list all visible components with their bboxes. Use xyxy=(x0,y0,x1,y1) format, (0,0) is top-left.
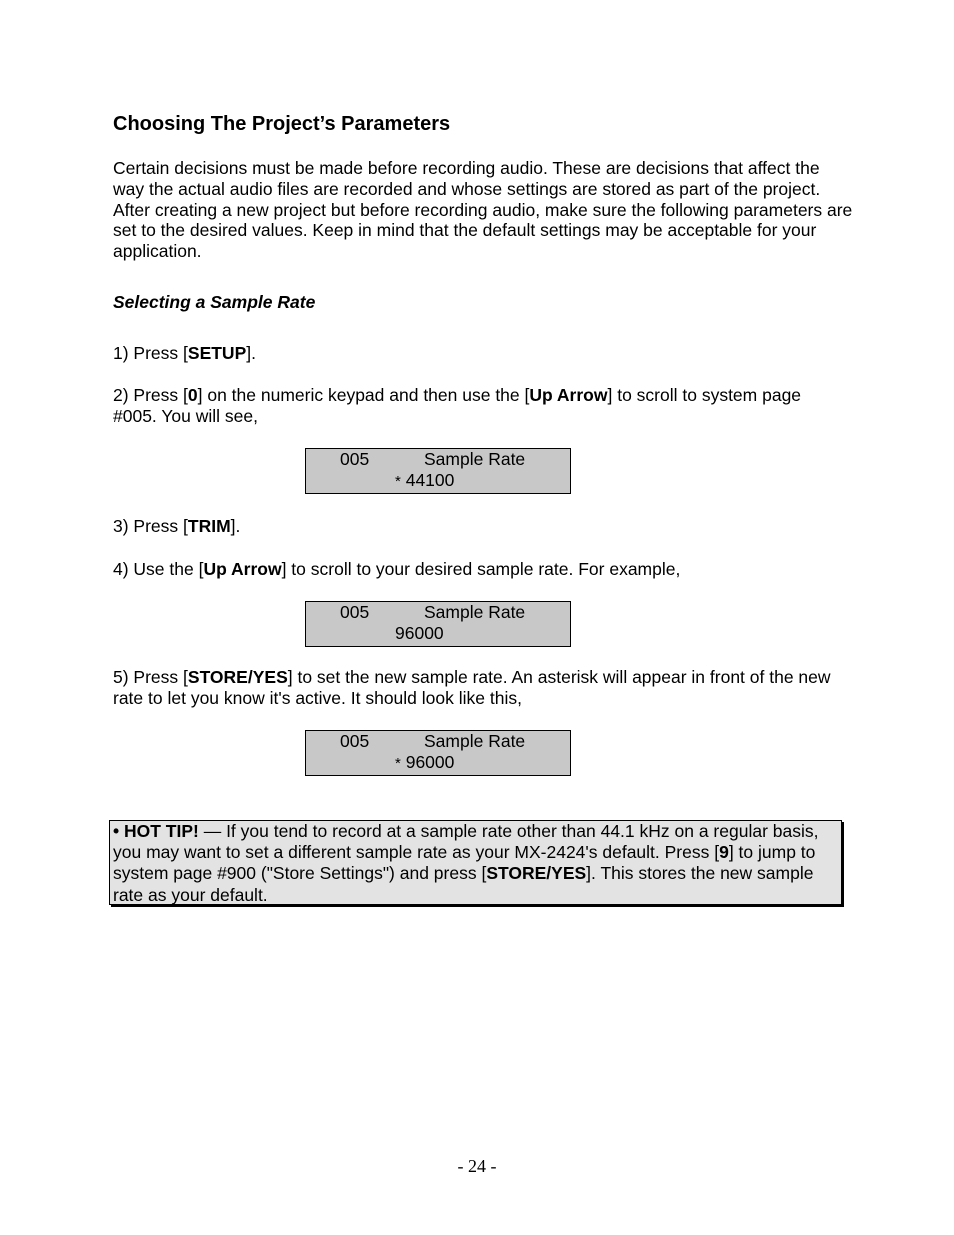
lcd-title: Sample Rate xyxy=(424,449,526,469)
lcd-page-number: 005 xyxy=(340,449,370,469)
step-2: 2) Press [0] on the numeric keypad and then use the [Up Arrow] to scroll to system page #005. You will see, xyxy=(113,385,802,426)
step-5: 5) Press [STORE/YES] to set the new sample rate. An asterisk will appear in front of the new rate to let you know it's active. It should look like this, xyxy=(113,667,831,708)
hot-tip-box: • HOT TIP! — If you tend to record at a sample rate other than 44.1 kHz on a regular basis, you may want to set a different sample rate as your MX-2424's default. Press [9] to jump to system page #900 ("Store Settings") and press [STORE/YES]. This stores the new sample rate as your default. xyxy=(109,820,842,905)
subsection-heading: Selecting a Sample Rate xyxy=(113,292,316,312)
step-4: 4) Use the [Up Arrow] to scroll to your desired sample rate. For example, xyxy=(113,559,681,579)
key-trim: TRIM xyxy=(187,516,231,536)
active-asterisk: * xyxy=(395,473,401,490)
section-heading: Choosing The Project’s Parameters xyxy=(113,113,451,135)
step-1: 1) Press [SETUP]. xyxy=(113,343,256,363)
intro-paragraph: Certain decisions must be made before recording audio. These are decisions that affect the way the actual audio files are recorded and whose settings are stored as part of the project. After creating a new project but before recording audio, make sure the following parameters are set to the desired values. Keep in mind that the default settings may be acceptable for your application. xyxy=(113,158,853,262)
lcd-display-1 xyxy=(305,448,571,494)
key-store-yes: STORE/YES xyxy=(187,667,288,687)
lcd-display-3 xyxy=(305,730,571,776)
lcd-title: Sample Rate xyxy=(424,602,526,622)
key-store-yes: STORE/YES xyxy=(486,863,587,884)
key-up-arrow: Up Arrow xyxy=(529,385,608,405)
lcd-value: 96000 xyxy=(395,623,444,643)
active-asterisk: * xyxy=(395,755,401,772)
lcd-value: * 96000 xyxy=(395,752,455,772)
lcd-title: Sample Rate xyxy=(424,731,526,751)
lcd-value: * 44100 xyxy=(395,470,455,490)
lcd-display-2 xyxy=(305,601,571,647)
key-up-arrow: Up Arrow xyxy=(203,559,282,579)
key-setup: SETUP xyxy=(187,343,247,363)
key-9: 9 xyxy=(719,842,729,863)
page-number: - 24 - xyxy=(457,1156,497,1176)
lcd-page-number: 005 xyxy=(340,602,370,622)
key-0: 0 xyxy=(187,385,198,405)
lcd-page-number: 005 xyxy=(340,731,370,751)
hot-tip-label: • HOT TIP! xyxy=(113,821,199,841)
step-3: 3) Press [TRIM]. xyxy=(113,516,241,536)
